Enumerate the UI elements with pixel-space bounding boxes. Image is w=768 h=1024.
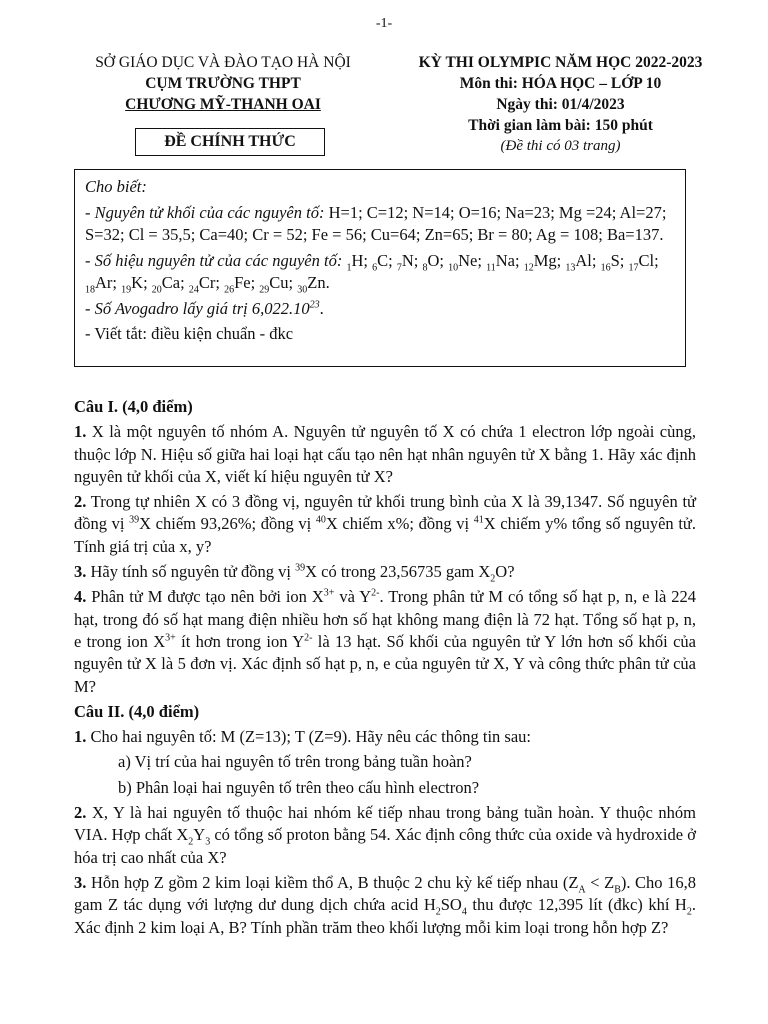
atomic-mass-line: - Nguyên tử khối của các nguyên tố: H=1; C=12; N=14; O=16; Na=23; Mg =24; Al=27; S=32; Cl = 35,5; Ca=40; Cr = 52; Fe = 56; Cu=64; Zn=65; Br = 80; Ag = 108; Ba=137. — [85, 202, 667, 244]
element-k: $_{19}$K — [121, 273, 144, 296]
question-1-4: 4. Phân tử M được tạo nên bởi ion $X^{3+}$ và $Y^{2-}$. Trong phân tử M có tổng số hạt p, n, e là 224 hạt, trong đó số hạt mang điện nhiều hơn số hạt không mang điện là 72 hạt. Tổng số hạt p, n, e trong ion $X^{3+}$ ít hơn trong ion $Y^{2-}$ là 13 hạt. Số khối của nguyên tử Y lớn hơn số khối của nguyên tử X là 5 đơn vị. Xác định số hạt p, n, e của nguyên tử X, Y và công thức phân tử của M? — [74, 587, 696, 696]
exam-title: KỲ THI OLYMPIC NĂM HỌC 2022-2023 — [418, 54, 703, 71]
school-cluster: CỤM TRƯỜNG THPT — [145, 75, 301, 92]
element-o: $_8$O — [422, 250, 440, 273]
header-left — [68, 52, 378, 115]
question-1-2: 2. Trong tự nhiên X có 3 đồng vị, nguyên tử khối trung bình của X là 39,1347. Số nguyên tử đồng vị $^{39}$X chiếm 93,26%; đồng vị $^{40}$X chiếm x%; đồng vị $^{41}$X chiếm y% tổng số nguyên tử. Tính giá trị của x, y? — [74, 492, 696, 556]
given-data-box — [74, 169, 686, 367]
question-2-1-a: a) Vị trí của hai nguyên tố trên trong bảng tuần hoàn? — [118, 752, 472, 772]
element-na: $_{11}$Na — [486, 250, 515, 273]
element-ne: $_{10}$Ne — [448, 250, 478, 273]
abbreviation-line: - Viết tắt: điều kiện chuẩn - đkc — [85, 324, 294, 343]
element-zn: $_{30}$Zn — [297, 273, 326, 296]
exam-date: Ngày thi: 01/4/2023 — [496, 96, 625, 113]
element-cl: $_{17}$Cl — [628, 250, 655, 273]
question-1-1: 1. X là một nguyên tố nhóm A. Nguyên tử nguyên tố X có chứa 1 electron lớp ngoài cùng, thuộc lớp N. Hiệu số giữa hai loại hạt cấu tạo nên hạt nhân nguyên tử X bằng 1. Hãy xác định nguyên tử khối của X, viết kí hiệu nguyên tử X? — [74, 422, 696, 486]
given-title: Cho biết: — [85, 177, 147, 196]
pages-note: (Đề thi có 03 trang) — [500, 138, 621, 154]
element-mg: $_{12}$Mg — [523, 250, 557, 273]
exam-questions — [74, 394, 696, 942]
question-2-2: 2. X, Y là hai nguyên tố thuộc hai nhóm kế tiếp nhau trong bảng tuần hoàn. Y thuộc nhóm VIA. Hợp chất $X_2Y_3$ có tổng số proton bằng 54. Xác định công thức của oxide và hydroxide ở hóa trị cao nhất của X? — [74, 803, 696, 867]
element-ar: $_{18}$Ar — [85, 273, 113, 296]
department-name: SỞ GIÁO DỤC VÀ ĐÀO TẠO HÀ NỘI — [95, 54, 351, 71]
question-1-3: 3. Hãy tính số nguyên tử đồng vị $^{39}$X có trong 23,56735 gam $X_2O$? — [74, 562, 515, 585]
element-fe: $_{26}$Fe — [224, 273, 251, 296]
element-al: $_{13}$Al — [565, 250, 592, 273]
exam-duration: Thời gian làm bài: 150 phút — [468, 117, 653, 134]
element-list: $_1$H; $_6$C; $_7$N; $_8$O; $_{10}$Ne; $_{11}$Na; $_{12}$Mg; $_{13}$Al; $_{16}$S; $_{17}$Cl; $_{18}$Ar; $_{19}$K; $_{20}$Ca; $_{24}$Cr; $_{26}$Fe; $_{29}$Cu; $_{30}$Zn. — [85, 250, 659, 296]
element-cu: $_{29}$Cu — [259, 273, 289, 296]
page-number: -1- — [375, 16, 393, 31]
element-s: $_{16}$S — [600, 250, 620, 273]
section-1-title: Câu I. (4,0 điểm) — [74, 397, 193, 416]
element-n: $_7$N — [396, 250, 414, 273]
element-h: $_1$H — [346, 250, 364, 273]
exam-subject: Môn thi: HÓA HỌC – LỚP 10 — [459, 75, 662, 92]
element-cr: $_{24}$Cr — [188, 273, 216, 296]
official-exam-label: ĐỀ CHÍNH THỨC — [135, 128, 325, 156]
atomic-number-line: - Số hiệu nguyên tử của các nguyên tố: $_1$H; $_6$C; $_7$N; $_8$O; $_{10}$Ne; $_{11}$Na; $_{12}$Mg; $_{13}$Al; $_{16}$S; $_{17}$Cl; $_{18}$Ar; $_{19}$K; $_{20}$Ca; $_{24}$Cr; $_{26}$Fe; $_{29}$Cu; $_{30}$Zn. — [85, 250, 659, 296]
section-2-title: Câu II. (4,0 điểm) — [74, 701, 200, 721]
question-2-3: 3. Hỗn hợp Z gồm 2 kim loại kiềm thổ A, B thuộc 2 chu kỳ kế tiếp nhau $(Z_A < Z_B)$. Cho 16,8 gam Z tác dụng với lượng dư dung dịch chứa acid $H_2SO_4$ thu được 12,395 lít (đkc) khí $H_2$. Xác định 2 kim loại A, B? Tính phần trăm theo khối lượng mỗi kim loại trong hỗn hợp Z? — [74, 872, 697, 937]
element-ca: $_{20}$Ca — [151, 273, 181, 296]
avogadro-line: - Số Avogadro lấy giá trị 6,022.10$^{23}$. — [85, 298, 324, 318]
element-c: $_6$C — [372, 250, 389, 273]
header-right — [388, 52, 733, 157]
question-2-1: 1. Cho hai nguyên tố: M (Z=13); T (Z=9). Hãy nêu các thông tin sau: — [74, 727, 532, 747]
question-2-1-b: b) Phân loại hai nguyên tố trên theo cấu hình electron? — [118, 777, 480, 797]
school-names: CHƯƠNG MỸ-THANH OAI — [125, 96, 321, 113]
